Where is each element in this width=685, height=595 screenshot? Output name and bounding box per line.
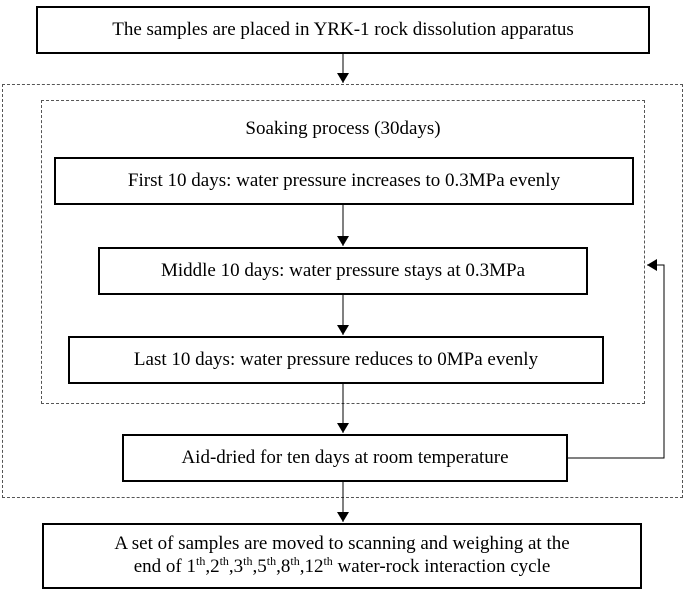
cycle-number: 12: [304, 556, 324, 577]
final-step-prefix: end of: [133, 556, 187, 577]
cycle-number: 8: [280, 556, 291, 577]
cycle-separator: ,: [252, 556, 258, 577]
step-middle-10-days: Middle 10 days: water pressure stays at 0.3MPa: [98, 247, 588, 295]
cycle-number: 5: [257, 556, 267, 577]
step-first-10-days: First 10 days: water pressure increases to 0.3MPa evenly: [54, 157, 634, 205]
cycle-ordinal-suffix: th: [195, 553, 206, 568]
cycle-separator: ,: [205, 556, 211, 577]
final-step-line-1: A set of samples are moved to scanning and weighing at the: [114, 533, 570, 555]
cycle-number: 1: [186, 556, 196, 577]
cycle-number: 2: [210, 556, 220, 577]
step-air-dried: Aid-dried for ten days at room temperature: [122, 434, 568, 482]
cycle-separator: ,: [299, 556, 305, 577]
cycle-ordinal-suffix: th: [243, 553, 253, 568]
cycle-ordinal-suffix: th: [290, 553, 300, 568]
cycle-ordinal-suffix: th: [266, 553, 277, 568]
step-place-samples: The samples are placed in YRK-1 rock dissolution apparatus: [36, 6, 650, 54]
cycle-ordinal-suffix: th: [323, 553, 333, 568]
cycle-separator: ,: [228, 556, 234, 577]
step-last-10-days: Last 10 days: water pressure reduces to 0MPa evenly: [68, 336, 604, 384]
arrow-loop-back: [568, 265, 664, 458]
soaking-process-title: Soaking process (30days): [245, 118, 441, 139]
cycle-ordinal-suffix: th: [219, 553, 229, 568]
cycle-number: 3: [233, 556, 244, 577]
cycle-separator: ,: [276, 556, 281, 577]
final-step-suffix: water-rock interaction cycle: [332, 556, 551, 577]
